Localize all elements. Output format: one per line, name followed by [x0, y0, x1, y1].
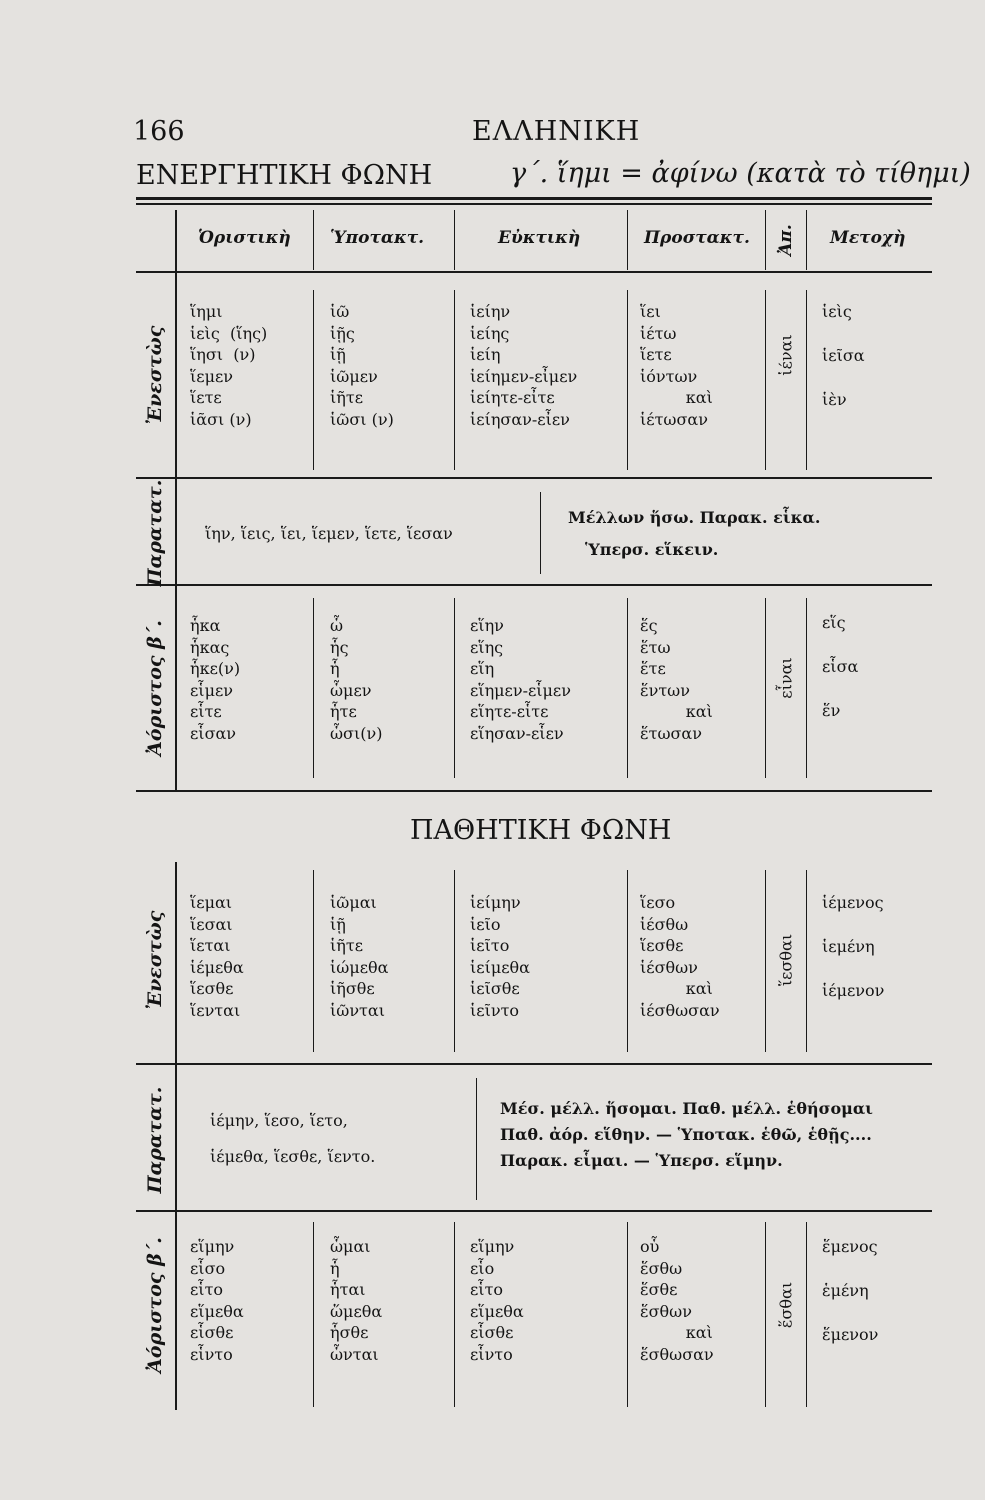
- running-title: ΕΛΛΗΝΙΚΗ: [472, 116, 641, 147]
- active-aorist-optative: εἵην εἵης εἵη εἵημεν-εἷμεν εἵητε-εἷτε εἵησαν-εἷεν: [470, 616, 571, 743]
- row-label-passive-present: Ἐνεστὼς: [144, 910, 166, 1010]
- passive-present-participle: ἱέμενος ἱεμένη ἱέμενον: [822, 893, 885, 1000]
- active-aorist-indicative: ἧκα ἧκας ἧκε(ν) εἷμεν εἷτε εἷσαν: [190, 616, 241, 743]
- passive-present-infinitive: ἵεσθαι: [776, 933, 796, 987]
- passive-voice-title: ΠΑΘΗΤΙΚΗ ΦΩΝΗ: [410, 815, 672, 846]
- row-label-passive-aorist: Ἀόριστος β΄.: [144, 1237, 166, 1373]
- passive-present-subjunctive: ἱῶμαι ἱῇ ἱῆτε ἱώμεθα ἱῆσθε ἱῶνται: [330, 893, 389, 1020]
- row-label-active-present: Ἐνεστὼς: [144, 325, 166, 425]
- passive-present-indicative: ἵεμαι ἵεσαι ἵεται ἱέμεθα ἵεσθε ἵενται: [190, 893, 244, 1020]
- passive-aorist-optative: εἵμην εἷο εἷτο εἵμεθα εἷσθε εἷντο: [470, 1237, 524, 1364]
- passive-aorist-infinitive: ἕσθαι: [776, 1281, 796, 1329]
- active-aorist-subjunctive: ὧ ἧς ἧ ὧμεν ἧτε ὧσι(ν): [330, 616, 383, 743]
- verb-heading: γ΄. ἵημι = ἀφίνω (κατὰ τὸ τίθημι): [510, 158, 971, 189]
- column-header-participle: Μετοχὴ: [830, 228, 906, 248]
- column-header-subjunctive: Ὑποτακτ.: [330, 228, 425, 248]
- active-aorist-imperative: ἕς ἕτω ἕτε ἕντων καὶ ἕτωσαν: [640, 616, 713, 743]
- active-pluperfect: Ὑπερσ. εἵκειν.: [585, 540, 719, 559]
- passive-aorist-subjunctive: ὧμαι ἧ ἧται ὥμεθα ἧσθε ὧνται: [330, 1237, 383, 1364]
- section-title: ΕΝΕΡΓΗΤΙΚΗ ΦΩΝΗ: [136, 160, 433, 191]
- active-present-participle: ἱεὶς ἱεῖσα ἱὲν: [822, 302, 865, 409]
- row-label-active-aorist: Ἀόριστος β΄.: [144, 620, 166, 756]
- active-aorist-participle: εἵς εἷσα ἕν: [822, 613, 859, 720]
- row-label-passive-imperfect: Παρατατ.: [144, 1086, 166, 1194]
- column-header-imperative: Προστακτ.: [644, 228, 750, 248]
- column-header-optative: Εὐκτικὴ: [498, 228, 581, 248]
- active-present-infinitive: ἱέναι: [776, 334, 796, 376]
- column-header-indicative: Ὁριστικὴ: [198, 228, 291, 248]
- page-number: 166: [133, 116, 185, 147]
- top-rule-2: [136, 203, 932, 205]
- active-imperfect-forms: ἵην, ἵεις, ἵει, ἵεμεν, ἵετε, ἵεσαν: [205, 524, 453, 543]
- passive-imperfect-forms: ἱέμην, ἵεσο, ἵετο, ἱέμεθα, ἵεσθε, ἵεντο.: [210, 1111, 376, 1166]
- active-present-indicative: ἵημι ἱεὶς (ἵης) ἵησι (ν) ἵεμεν ἵετε ἱᾶσι (ν): [190, 302, 268, 429]
- active-future-perfect: Μέλλων ἥσω. Παρακ. εἷκα.: [568, 508, 821, 527]
- active-present-subjunctive: ἱῶ ἱῇς ἱῇ ἱῶμεν ἱῆτε ἱῶσι (ν): [330, 302, 394, 429]
- passive-present-optative: ἱείμην ἱεῖο ἱεῖτο ἱείμεθα ἱεῖσθε ἱεῖντο: [470, 893, 530, 1020]
- top-rule: [136, 197, 932, 200]
- active-present-optative: ἱείην ἱείης ἱείη ἱείημεν-εἶμεν ἱείητε-εἶτε ἱείησαν-εἶεν: [470, 302, 578, 429]
- passive-aorist-indicative: εἵμην εἷσο εἷτο εἵμεθα εἷσθε εἷντο: [190, 1237, 244, 1364]
- passive-aorist-imperative: οὗ ἕσθω ἕσθε ἕσθων καὶ ἕσθωσαν: [640, 1237, 714, 1364]
- passive-aorist-participle: ἕμενος ἑμένη ἕμενον: [822, 1237, 879, 1344]
- active-aorist-infinitive: εἷναι: [776, 657, 796, 699]
- passive-other-tenses: Μέσ. μέλλ. ἥσομαι. Παθ. μέλλ. ἑθήσομαι Παθ. ἀόρ. εἵθην. — Ὑποτακ. ἑθῶ, ἑθῇς.... Παρακ. εἷμαι. — Ὑπερσ. εἵμην.: [500, 1099, 873, 1170]
- active-present-imperative: ἵει ἱέτω ἵετε ἱόντων καὶ ἱέτωσαν: [640, 302, 713, 429]
- passive-present-imperative: ἵεσο ἱέσθω ἵεσθε ἱέσθων καὶ ἱέσθωσαν: [640, 893, 720, 1020]
- column-header-infinitive: Ἀπ.: [776, 224, 796, 256]
- row-label-active-imperfect: Παρατατ.: [144, 479, 166, 587]
